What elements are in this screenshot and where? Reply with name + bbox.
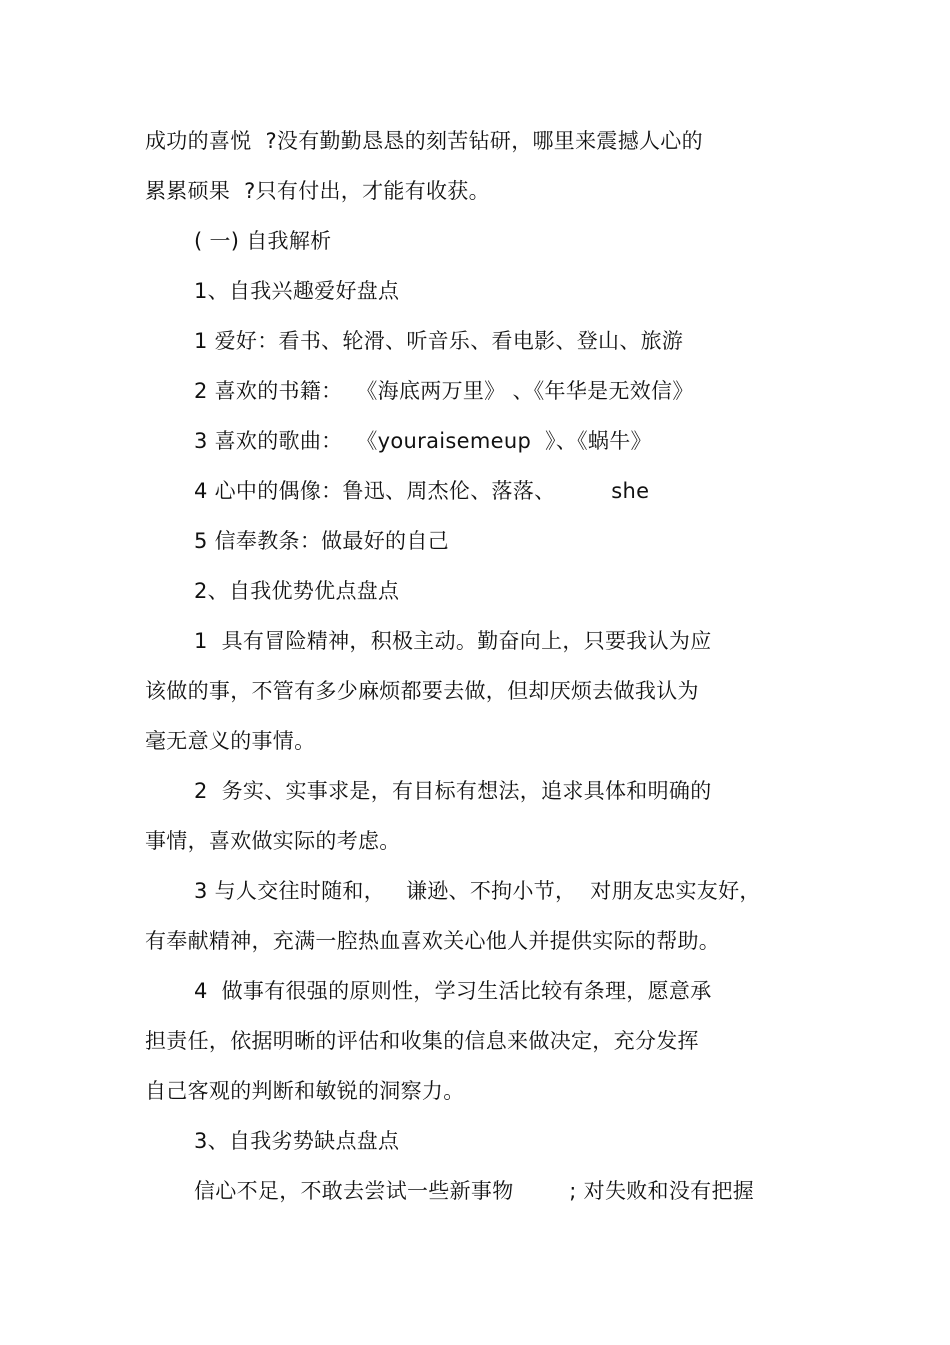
subsection-heading: 1、自我兴趣爱好盘点 <box>194 279 400 303</box>
list-item: 5 信奉教条：做最好的自己 <box>194 529 449 553</box>
list-item: 2 喜欢的书籍： 《海底两万里》 、《年华是无效信》 <box>194 379 694 403</box>
paragraph-line: 毫无意义的事情。 <box>145 729 316 753</box>
list-item: 3 喜欢的歌曲： 《youraisemeup 》、《蜗牛》 <box>194 429 652 453</box>
paragraph-line: 事情，喜欢做实际的考虑。 <box>145 829 401 853</box>
paragraph-line: 2 务实、实事求是，有目标有想法，追求具体和明确的 <box>194 779 712 803</box>
paragraph-line: 成功的喜悦 ?没有勤勤恳恳的刻苦钻研，哪里来震撼人心的 <box>145 129 703 153</box>
paragraph-line: 4 做事有很强的原则性，学习生活比较有条理，愿意承 <box>194 979 712 1003</box>
paragraph-line: 有奉献精神，充满一腔热血喜欢关心他人并提供实际的帮助。 <box>145 929 721 953</box>
subsection-heading: 2、自我优势优点盘点 <box>194 579 400 603</box>
subsection-heading: 3、自我劣势缺点盘点 <box>194 1129 400 1153</box>
paragraph-line: 该做的事，不管有多少麻烦都要去做，但却厌烦去做我认为 <box>145 679 699 703</box>
paragraph-line: 信心不足，不敢去尝试一些新事物 ; 对失败和没有把握 <box>194 1179 755 1203</box>
paragraph-line: 1 具有冒险精神，积极主动。勤奋向上，只要我认为应 <box>194 629 712 653</box>
list-item: 4 心中的偶像：鲁迅、周杰伦、落落、 she <box>194 479 650 503</box>
paragraph-line: 担责任，依据明晰的评估和收集的信息来做决定，充分发挥 <box>145 1029 699 1053</box>
paragraph-line: 累累硕果 ?只有付出，才能有收获。 <box>145 179 490 203</box>
section-heading: ( 一) 自我解析 <box>194 229 332 253</box>
paragraph-line: 自己客观的判断和敏锐的洞察力。 <box>145 1079 465 1103</box>
list-item: 1 爱好：看书、轮滑、听音乐、看电影、登山、旅游 <box>194 329 684 353</box>
paragraph-line: 3 与人交往时随和， 谦逊、不拘小节， 对朋友忠实友好， <box>194 879 761 903</box>
